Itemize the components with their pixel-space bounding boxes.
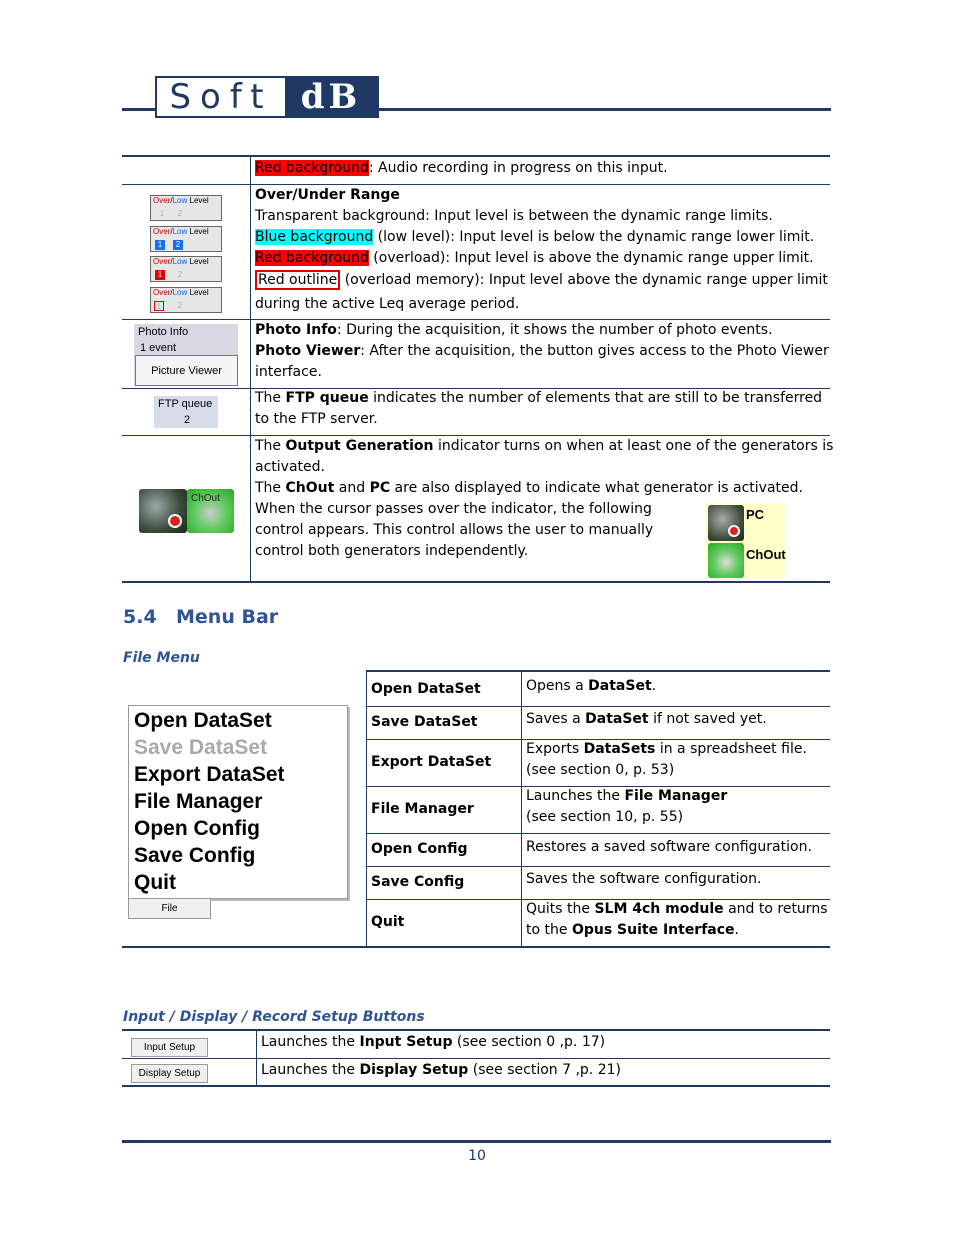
setup-table-bottom-rule <box>122 1085 830 1087</box>
logo-right-text: dB <box>285 78 377 116</box>
display-setup-button[interactable]: Display Setup <box>131 1064 208 1083</box>
ftp-line-1: The FTP queue indicates the number of elements that are still to be transferred <box>255 390 823 406</box>
setup-row-sep <box>122 1058 830 1059</box>
photo-line-3: interface. <box>255 364 322 380</box>
channel-2-chip: 2 <box>177 270 183 279</box>
file-table-divider-mid <box>521 672 522 946</box>
red-outline-highlight: Red outline <box>255 270 340 290</box>
file-table-top-rule <box>366 670 830 672</box>
section-number: 5.4 <box>123 606 157 628</box>
file-menu-button[interactable]: File <box>128 898 211 919</box>
ftp-queue-widget <box>154 396 218 428</box>
menu-item-open-dataset[interactable]: Open DataSet <box>134 709 272 732</box>
footer-rule <box>122 1140 831 1143</box>
file-row-save-config-name: Save Config <box>371 874 465 890</box>
table1-col-divider <box>250 157 251 582</box>
page-number: 10 <box>468 1148 486 1164</box>
ftp-queue-title: FTP queue <box>158 398 213 410</box>
generator-control-panel <box>706 503 786 579</box>
range-line-2: Blue background (low level): Input level is below the dynamic range lower limit. <box>255 229 815 245</box>
file-row-open-dataset-desc: Opens a DataSet. <box>526 678 657 694</box>
output-line-5: control appears. This control allows the user to manually <box>255 522 654 538</box>
ftp-queue-value: 2 <box>184 414 191 426</box>
level-indicator-low: Over/Low Level 1 2 <box>150 226 222 252</box>
pc-control-label: PC <box>746 507 765 522</box>
table1-bottom-rule <box>122 581 830 583</box>
channel-2-chip: 2 <box>173 240 183 250</box>
file-row-file-manager-ref: (see section 10, p. 55) <box>526 809 684 825</box>
red-background-highlight: Red background <box>255 160 369 176</box>
ftp-line-2: to the FTP server. <box>255 411 378 427</box>
photo-event-count: 1 event <box>140 342 177 354</box>
logo-left-text: Soft <box>169 77 273 117</box>
chout-control-label: ChOut <box>746 547 786 562</box>
pc-generator-toggle-icon[interactable] <box>708 505 744 541</box>
channel-1-chip: 1 <box>155 270 165 280</box>
menu-item-open-config[interactable]: Open Config <box>134 817 260 840</box>
photo-line-1: Photo Info: During the acquisition, it shows the number of photo events. <box>255 322 773 338</box>
file-row-export-dataset-ref: (see section 0, p. 53) <box>526 762 675 778</box>
level-indicator-overload: Over/Low Level 1 2 <box>150 256 222 282</box>
output-line-3: The ChOut and PC are also displayed to indicate what generator is activated. <box>255 480 803 496</box>
file-row-save-dataset-desc: Saves a DataSet if not saved yet. <box>526 711 767 727</box>
file-row-quit-desc-2: to the Opus Suite Interface. <box>526 922 739 938</box>
softdb-logo <box>155 76 379 118</box>
channel-2-chip: 2 <box>177 209 183 218</box>
file-row-sep-1 <box>366 706 830 707</box>
menu-item-quit[interactable]: Quit <box>134 871 176 894</box>
channel-1-chip: 1 <box>159 209 165 218</box>
table1-row-sep-1 <box>122 184 830 185</box>
pc-generator-speaker-icon <box>139 489 187 533</box>
over-under-range-title: Over/Under Range <box>255 187 400 203</box>
output-line-6: control both generators independently. <box>255 543 529 559</box>
mute-icon <box>168 514 182 528</box>
file-row-open-config-name: Open Config <box>371 841 468 857</box>
file-row-sep-4 <box>366 833 830 834</box>
setup-buttons-heading: Input / Display / Record Setup Buttons <box>123 1009 425 1025</box>
recording-row-text: Red background: Audio recording in progress on this input. <box>255 160 668 176</box>
file-table-bottom-rule <box>122 946 830 948</box>
file-row-sep-5 <box>366 866 830 867</box>
file-row-open-dataset-name: Open DataSet <box>371 681 481 697</box>
display-setup-desc: Launches the Display Setup (see section 7 ,p. 21) <box>261 1062 621 1078</box>
file-row-save-config-desc: Saves the software configuration. <box>526 871 762 887</box>
range-line-1: Transparent background: Input level is between the dynamic range limits. <box>255 208 773 224</box>
file-row-export-dataset-desc: Exports DataSets in a spreadsheet file. <box>526 741 807 757</box>
output-line-4: When the cursor passes over the indicator, the following <box>255 501 652 517</box>
photo-line-2: Photo Viewer: After the acquisition, the button gives access to the Photo Viewer <box>255 343 829 359</box>
range-line-3: Red background (overload): Input level is above the dynamic range upper limit. <box>255 250 814 266</box>
chout-generator-toggle-icon[interactable] <box>708 543 744 578</box>
file-table-divider-left <box>366 672 367 946</box>
level-indicator-normal: Over/Low Level 1 2 <box>150 195 222 221</box>
channel-1-chip: 1 <box>154 301 164 311</box>
file-row-quit-name: Quit <box>371 914 405 930</box>
setup-table-top-rule <box>122 1029 830 1031</box>
file-row-save-dataset-name: Save DataSet <box>371 714 478 730</box>
setup-table-divider <box>256 1031 257 1085</box>
menu-item-export-dataset[interactable]: Export DataSet <box>134 763 285 786</box>
file-menu-heading: File Menu <box>123 650 200 666</box>
channel-2-chip: 2 <box>177 301 183 310</box>
file-row-file-manager-desc: Launches the File Manager <box>526 788 728 804</box>
file-row-export-dataset-name: Export DataSet <box>371 754 492 770</box>
menu-item-save-config[interactable]: Save Config <box>134 844 256 867</box>
blue-background-highlight: Blue background <box>255 229 374 245</box>
level-indicator-overload-memory: Over/Low Level 1 2 <box>150 287 222 313</box>
input-setup-desc: Launches the Input Setup (see section 0 ,p. 17) <box>261 1034 606 1050</box>
chout-generator-speaker-icon <box>187 489 234 533</box>
header-rule-right <box>379 108 831 111</box>
range-line-5: during the active Leq average period. <box>255 296 520 312</box>
photo-info-title: Photo Info <box>138 326 189 338</box>
output-line-1: The Output Generation indicator turns on when at least one of the generators is <box>255 438 834 454</box>
input-setup-button[interactable]: Input Setup <box>131 1038 208 1057</box>
file-row-file-manager-name: File Manager <box>371 801 474 817</box>
header-rule-left <box>122 108 155 111</box>
chout-indicator-label: ChOut <box>191 493 220 504</box>
menu-item-save-dataset[interactable]: Save DataSet <box>134 736 268 759</box>
table1-top-rule <box>122 155 830 157</box>
section-title: Menu Bar <box>176 606 279 628</box>
menu-item-file-manager[interactable]: File Manager <box>134 790 263 813</box>
channel-1-chip: 1 <box>155 240 165 250</box>
file-row-open-config-desc: Restores a saved software configuration. <box>526 839 812 855</box>
output-line-2: activated. <box>255 459 325 475</box>
red-background-highlight: Red background <box>255 250 369 266</box>
picture-viewer-button[interactable]: Picture Viewer <box>135 355 238 386</box>
range-line-4: Red outline (overload memory): Input level above the dynamic range upper limit <box>255 270 828 291</box>
mute-icon <box>728 525 740 537</box>
file-row-quit-desc: Quits the SLM 4ch module and to returns <box>526 901 828 917</box>
